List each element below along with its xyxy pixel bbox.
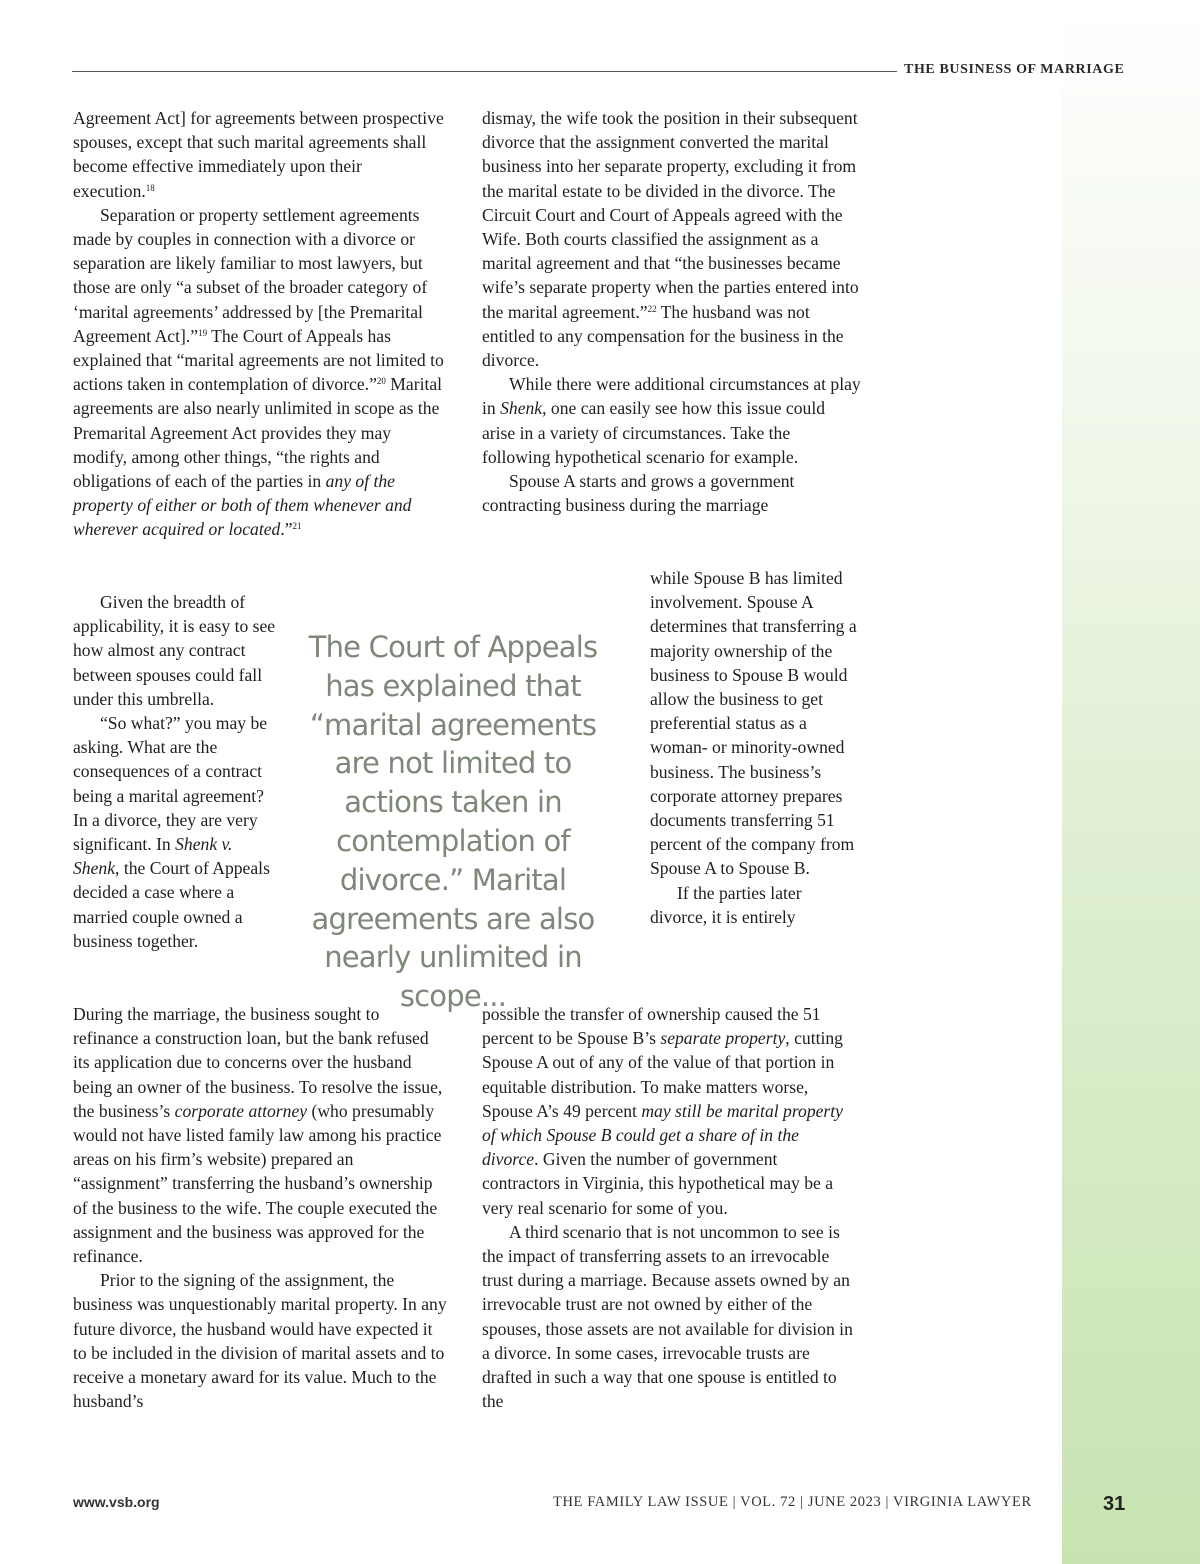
article-column-right-top — [482, 106, 862, 517]
paragraph: During the marriage, the business sought to refinance a construction loan, but the bank refused its application due to concerns over the husband being an owner of the business. To resolve the issue, the business’s corporate attorney (who presumably would not have listed family law among his practice areas on his firm’s website) prepared an “assignment” transferring the husband’s ownership of the business to the wife. The couple executed the assignment and the business was approved for the refinance. — [73, 1004, 443, 1267]
case-name: Shenk — [500, 398, 543, 419]
paragraph: Separation or property settlement agreements made by couples in connection with a divorce or separation are likely familiar to most lawyers, but those are only “a subset of the broader category of ‘marital agreements’ addressed by [the Premarital Agreement Act].”$^{19}$ The Court of Appeals has explained that “marital agreements are not limited to actions taken in contemplation of divorce.”$^{20}$ Marital agreements are also nearly unlimited in scope as the Premarital Agreement Act provides they may modify, among other things, “the rights and obligations of each of the parties in any of the property of either or both of them whenever and wherever acquired or located.”$^{21}$ — [73, 204, 444, 540]
article-column-left-narrow — [73, 590, 278, 953]
article-column-right-narrow — [650, 566, 862, 929]
footnote-ref: 18 — [145, 182, 155, 193]
footnote-ref: 20 — [376, 376, 386, 387]
paragraph: possible the transfer of ownership caused the 51 percent to be Spouse B’s separate property, cutting Spouse A out of any of the value of that portion in equitable distribution. To make matters worse, Spouse A’s 49 percent may still be marital property of which Spouse B could get a share of in the divorce. Given the number of government contractors in Virginia, this hypothetical may be a very real scenario for some of you. — [482, 1004, 843, 1218]
paragraph: If the parties later divorce, it is entirely — [650, 882, 802, 927]
paragraph: dismay, the wife took the position in their subsequent divorce that the assignment converted the marital business into her separate property, excluding it from the marital estate to be divided in the divorce. The Circuit Court and Court of Appeals agreed with the Wife. Both courts classified the assignment as a marital agreement and that “the businesses became wife’s separate property when the parties entered into the marital agreement.”$^{22}$ The husband was not entitled to any compensation for the business in the divorce. — [482, 108, 859, 371]
running-header-title: THE BUSINESS OF MARRIAGE — [904, 62, 1125, 77]
footnote-ref: 21 — [292, 521, 302, 532]
paragraph: Spouse A starts and grows a government contracting business during the marriage — [482, 471, 795, 516]
case-name: Shenk v. Shenk — [73, 834, 233, 879]
paragraph: Agreement Act] for agreements between prospective spouses, except that such marital agreements shall become effective immediately upon their execution.$^{18}$ — [73, 108, 444, 201]
paragraph: Prior to the signing of the assignment, the business was unquestionably marital property. In any future divorce, the husband would have expected it to be included in the division of marital assets and to receive a monetary award for its value. Much to the husband’s — [73, 1270, 447, 1412]
article-column-right-bottom — [482, 1002, 857, 1413]
footer-website-link[interactable]: www.vsb.org — [73, 1494, 160, 1510]
page-number: 31 — [1103, 1493, 1126, 1515]
paragraph: while Spouse B has limited involvement. Spouse A determines that transferring a majority ownership of the business to Spouse B would allow the business to get preferential status as a woman- or minority-owned business. The business’s corporate attorney prepares documents transferring 51 percent of the company from Spouse A to Spouse B. — [650, 568, 857, 879]
article-column-left-top — [73, 106, 448, 542]
paragraph: A third scenario that is not uncommon to see is the impact of transferring assets to an irrevocable trust during a marriage. Because assets owned by an irrevocable trust are not owned by either of the spouses, those assets are not available for division in a divorce. In some cases, irrevocable trusts are drafted in such a way that one spouse is entitled to the — [482, 1221, 853, 1412]
footer-issue-info: THE FAMILY LAW ISSUE | VOL. 72 | JUNE 2023 | VIRGINIA LAWYER — [553, 1494, 1032, 1510]
header-rule — [72, 71, 897, 72]
paragraph: “So what?” you may be asking. What are the consequences of a contract being a marital agreement? In a divorce, they are very significant. In Shenk v. Shenk, the Court of Appeals decided a case where a married couple owned a business together. — [73, 713, 270, 951]
pull-quote: The Court of Appeals has explained that “marital agreements are not limited to actions taken in contemplation of divorce.” Marital agreements are also nearly unlimited in scope... — [308, 630, 598, 1014]
paragraph: While there were additional circumstances at play in Shenk, one can easily see how this issue could arise in a variety of circumstances. Take the following hypothetical scenario for example. — [482, 374, 861, 467]
paragraph: Given the breadth of applicability, it is easy to see how almost any contract between spouses could fall under this umbrella. — [73, 592, 276, 709]
footnote-ref: 19 — [198, 327, 208, 338]
footnote-ref: 22 — [647, 303, 657, 314]
page-sidebar-band — [1062, 0, 1200, 1564]
article-column-left-bottom — [73, 1002, 448, 1413]
